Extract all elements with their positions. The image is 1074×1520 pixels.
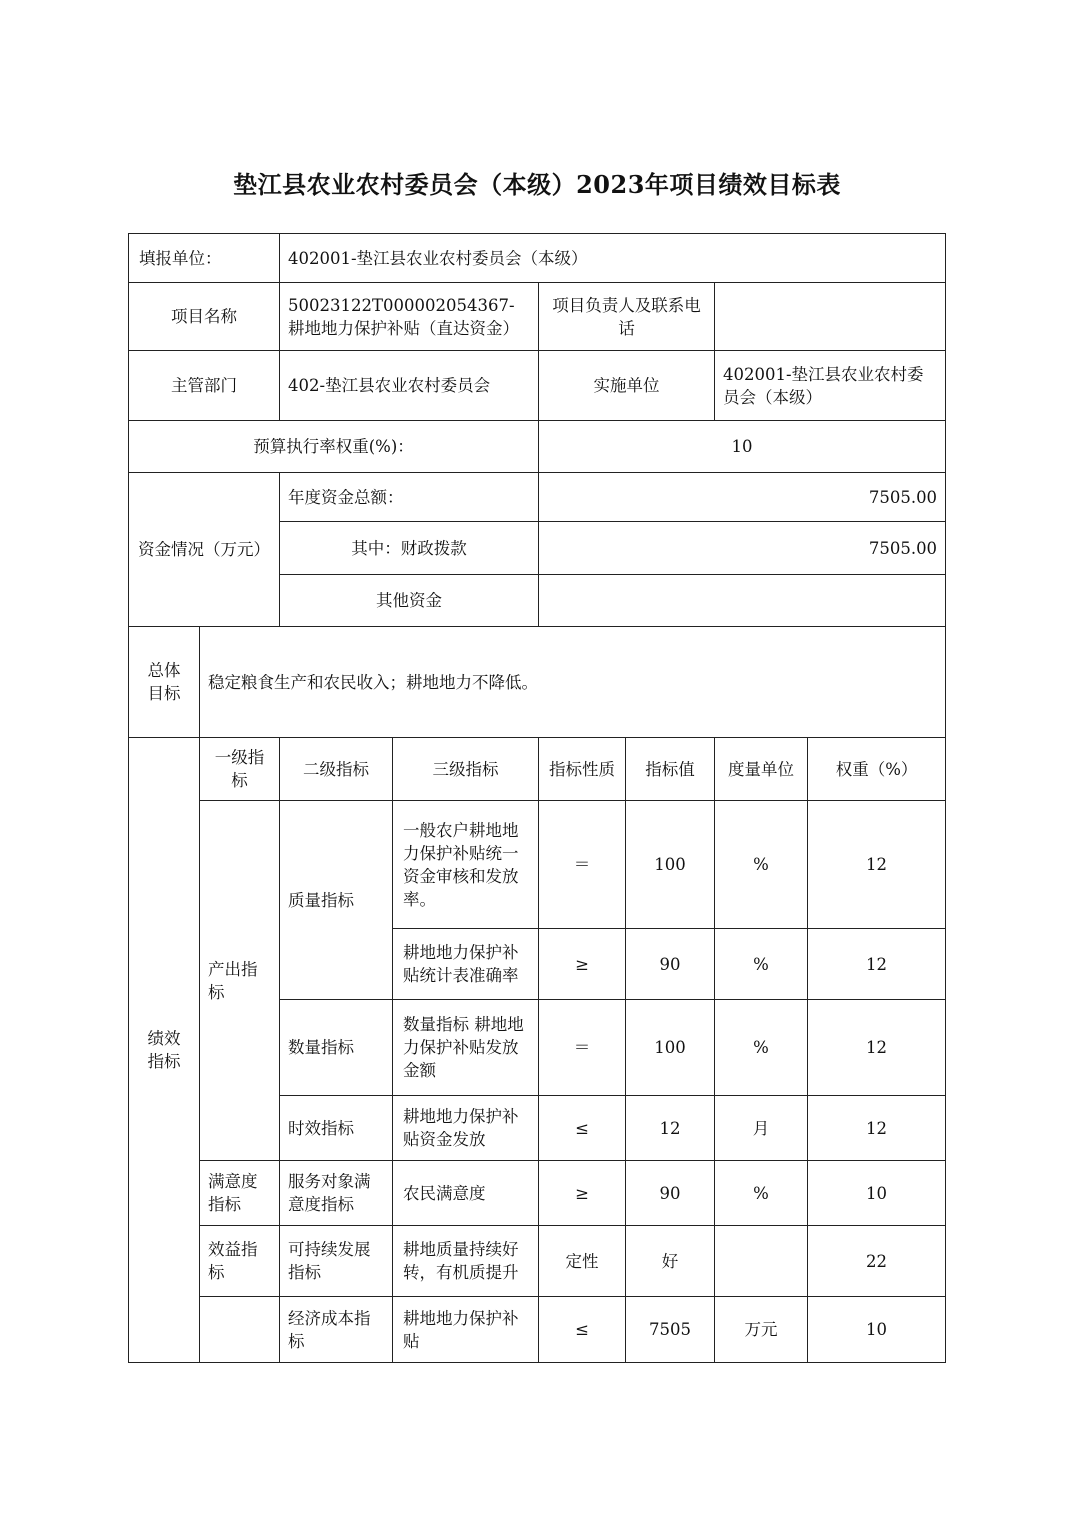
- funds-section-label: 资金情况（万元）: [129, 473, 280, 627]
- level3-indicator: 耕地地力保护补贴资金发放: [393, 1096, 539, 1161]
- indicator-value: 90: [626, 1161, 715, 1226]
- indicator-nature: ≤: [539, 1096, 626, 1161]
- indicator-weight: 12: [808, 801, 946, 929]
- page-title: 垫江县农业农村委员会（本级）2023年项目绩效目标表: [233, 170, 841, 199]
- indicator-weight: 12: [808, 1096, 946, 1161]
- supervising-dept-label: 主管部门: [129, 351, 280, 421]
- level3-indicator: 一般农户耕地地力保护补贴统一资金审核和发放率。: [393, 801, 539, 929]
- implementing-unit-label: 实施单位: [539, 351, 715, 421]
- budget-weight-value: 10: [539, 421, 946, 473]
- level1-satisfaction: 满意度指标: [200, 1161, 280, 1226]
- indicator-nature: ≥: [539, 1161, 626, 1226]
- level3-indicator: 耕地质量持续好转，有机质提升: [393, 1226, 539, 1297]
- level3-indicator: 农民满意度: [393, 1161, 539, 1226]
- indicator-nature: ≤: [539, 1297, 626, 1363]
- level2-service: 服务对象满意度指标: [280, 1161, 393, 1226]
- indicator-nature: 定性: [539, 1226, 626, 1297]
- overall-goal-text: 稳定粮食生产和农民收入；耕地地力不降低。: [200, 627, 946, 738]
- level3-indicator: 耕地地力保护补贴: [393, 1297, 539, 1363]
- indicator-weight: 12: [808, 1000, 946, 1096]
- level2-cost: 经济成本指标: [280, 1297, 393, 1363]
- indicator-weight: 10: [808, 1161, 946, 1226]
- funds-total-label: 年度资金总额：: [280, 473, 539, 522]
- indicator-unit: %: [715, 1161, 808, 1226]
- indicator-weight: 12: [808, 929, 946, 1000]
- project-leader-value: [715, 283, 946, 351]
- supervising-dept-value: 402-垫江县农业农村委员会: [280, 351, 539, 421]
- column-header: 三级指标: [393, 738, 539, 801]
- indicator-value: 好: [626, 1226, 715, 1297]
- implementing-unit-value: 402001-垫江县农业农村委员会（本级）: [715, 351, 946, 421]
- indicator-value: 7505: [626, 1297, 715, 1363]
- indicator-unit: %: [715, 801, 808, 929]
- table-row: [129, 801, 946, 929]
- level1-benefit: 效益指标: [200, 1226, 280, 1297]
- level1-empty: [200, 1297, 280, 1363]
- indicator-weight: 10: [808, 1297, 946, 1363]
- indicator-value: 90: [626, 929, 715, 1000]
- column-header: 权重（%）: [808, 738, 946, 801]
- performance-target-table: [128, 233, 946, 1363]
- level2-quality: 质量指标: [280, 801, 393, 1000]
- project-name-label: 项目名称: [129, 283, 280, 351]
- funds-other-label: 其他资金: [280, 575, 539, 627]
- table-row: [129, 1161, 946, 1226]
- indicator-unit: 万元: [715, 1297, 808, 1363]
- level2-quantity: 数量指标: [280, 1000, 393, 1096]
- funds-fiscal-label: 其中：财政拨款: [280, 522, 539, 575]
- column-header: 二级指标: [280, 738, 393, 801]
- level3-indicator: 数量指标 耕地地力保护补贴发放金额: [393, 1000, 539, 1096]
- overall-goal-label: 总体目标: [129, 627, 200, 738]
- indicator-nature: ＝: [539, 801, 626, 929]
- indicator-unit: %: [715, 1000, 808, 1096]
- indicator-nature: ＝: [539, 1000, 626, 1096]
- indicator-value: 100: [626, 801, 715, 929]
- indicator-value: 12: [626, 1096, 715, 1161]
- budget-weight-label: 预算执行率权重(%)：: [129, 421, 539, 473]
- indicator-nature: ≥: [539, 929, 626, 1000]
- fill-unit-value: 402001-垫江县农业农村委员会（本级）: [280, 234, 946, 283]
- column-header: 指标性质: [539, 738, 626, 801]
- indicator-value: 100: [626, 1000, 715, 1096]
- funds-total-value: 7505.00: [539, 473, 946, 522]
- level1-output: 产出指标: [200, 801, 280, 1161]
- level3-indicator: 耕地地力保护补贴统计表准确率: [393, 929, 539, 1000]
- column-header: 指标值: [626, 738, 715, 801]
- indicator-unit: 月: [715, 1096, 808, 1161]
- project-name-value: 50023122T000002054367-耕地地力保护补贴（直达资金）: [280, 283, 539, 351]
- funds-fiscal-value: 7505.00: [539, 522, 946, 575]
- level2-sustainable: 可持续发展指标: [280, 1226, 393, 1297]
- level2-timeliness: 时效指标: [280, 1096, 393, 1161]
- fill-unit-label: 填报单位：: [129, 234, 280, 283]
- column-header: 一级指标: [200, 738, 280, 801]
- indicator-unit: %: [715, 929, 808, 1000]
- indicators-section-label: 绩效指标: [129, 738, 200, 1363]
- indicator-unit: [715, 1226, 808, 1297]
- project-leader-label: 项目负责人及联系电话: [539, 283, 715, 351]
- table-row: [129, 1297, 946, 1363]
- column-header: 度量单位: [715, 738, 808, 801]
- table-row: [129, 1226, 946, 1297]
- indicator-weight: 22: [808, 1226, 946, 1297]
- funds-other-value: [539, 575, 946, 627]
